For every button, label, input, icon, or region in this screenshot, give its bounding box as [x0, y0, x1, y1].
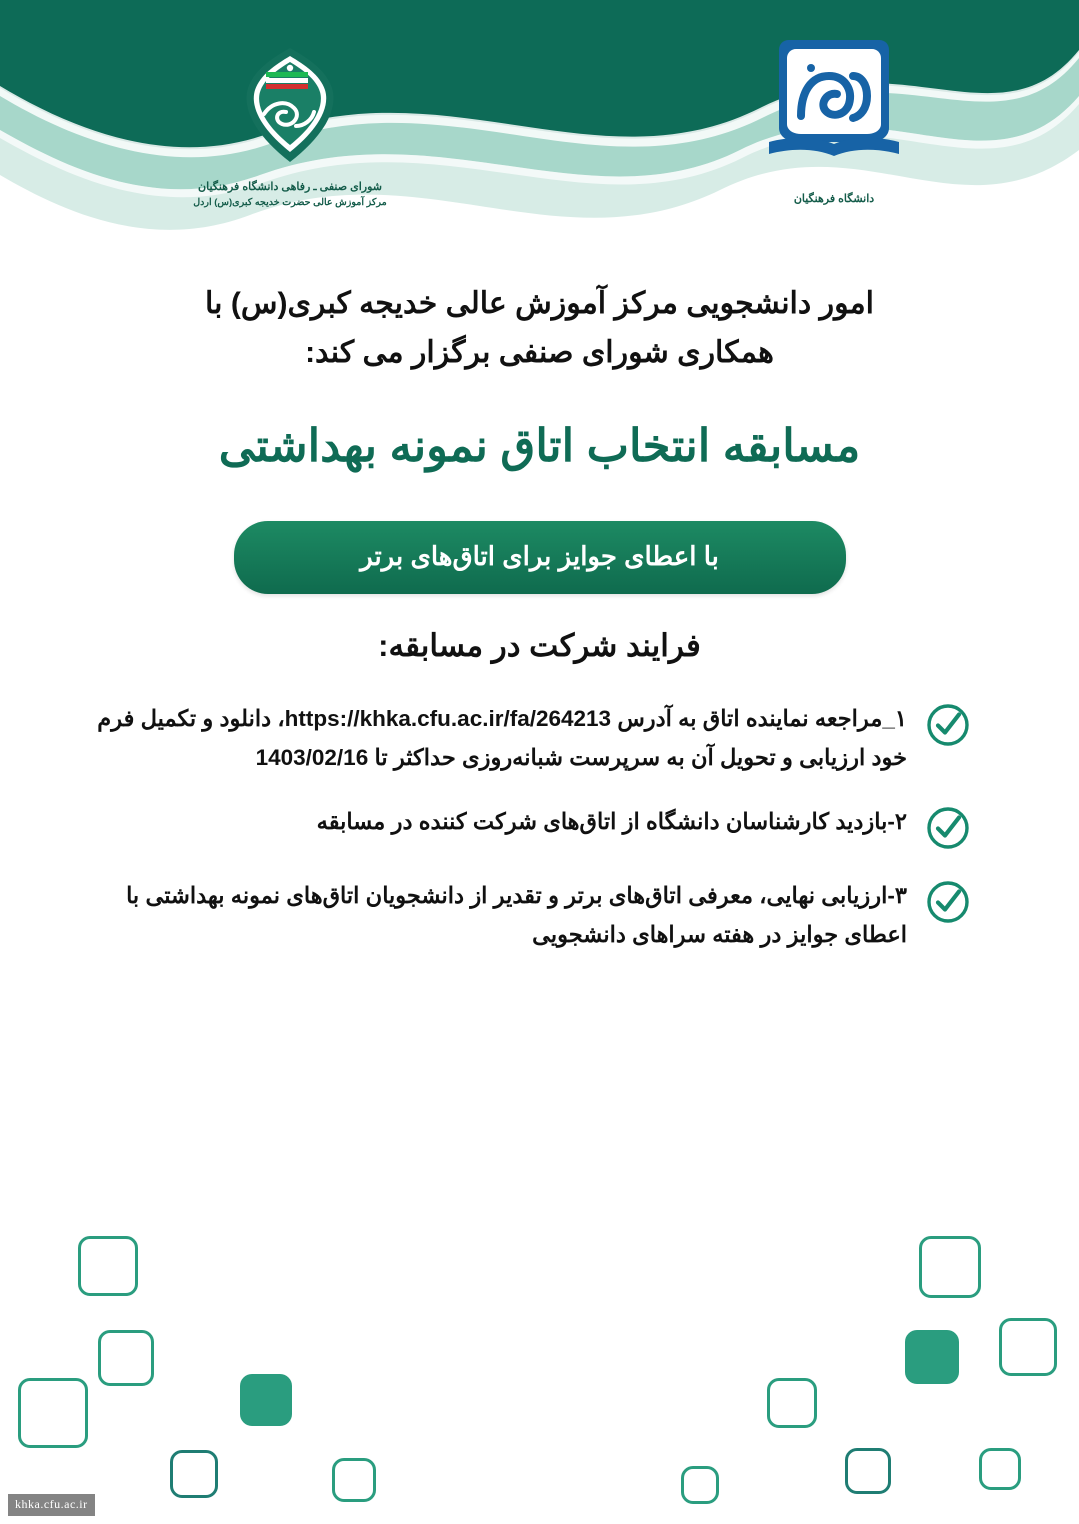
list-item [84, 877, 971, 954]
logo-right-caption: دانشگاه فرهنگیان [793, 193, 875, 205]
process-heading: فرایند شرکت در مسابقه: [378, 627, 701, 663]
step-1-text [84, 700, 907, 777]
list-item [84, 803, 971, 851]
logo-right-block [709, 32, 959, 208]
step-1-deadline-date: 1403/02/16 [255, 744, 369, 770]
deco-square [18, 1378, 88, 1448]
senfi-council-logo [230, 157, 350, 174]
prize-ribbon: با اعطای جوایز برای اتاق‌های برتر [234, 521, 846, 594]
step-1-part1: ۱_مراجعه نماینده اتاق به آدرس [611, 705, 907, 731]
check-circle-icon [925, 805, 971, 851]
steps-list [0, 700, 1079, 955]
logo-left-caption-line2: مرکز آموزش عالی حضرت خدیجه کبری(س) اردل [193, 197, 387, 209]
step-3-text: ۳-ارزیابی نهایی، معرفی اتاق‌های برتر و تقدیر از دانشجویان اتاق‌های نمونه بهداشتی با اعطای جوایز در هفته سراهای دانشجویی [126, 883, 907, 947]
intro-text: امور دانشجویی مرکز آموزش عالی خدیجه کبری(س) با همکاری شورای صنفی برگزار می کند: [205, 287, 874, 369]
check-circle-icon [925, 702, 971, 748]
check-circle-icon [925, 879, 971, 925]
step-2-text: ۲-بازدید کارشناسان دانشگاه از اتاق‌های شرکت کننده در مسابقه [316, 809, 907, 835]
deco-square-filled [905, 1330, 959, 1384]
deco-square [681, 1466, 719, 1504]
list-item [84, 700, 971, 777]
deco-square [999, 1318, 1057, 1376]
deco-square-filled [240, 1374, 292, 1426]
footer-decorative-squares [0, 1234, 1079, 1524]
logo-left-caption-line1: شورای صنفی ـ رفاهی دانشگاه فرهنگیان [198, 181, 382, 193]
watermark: khka.cfu.ac.ir [8, 1494, 95, 1516]
deco-square [767, 1378, 817, 1428]
deco-square [332, 1458, 376, 1502]
deco-square [979, 1448, 1021, 1490]
page-title: مسابقه انتخاب اتاق نمونه بهداشتی [218, 420, 861, 472]
deco-square [170, 1450, 218, 1498]
deco-square [845, 1448, 891, 1494]
deco-square [98, 1330, 154, 1386]
step-1-url[interactable]: https://khka.cfu.ac.ir/fa/264213 [284, 705, 612, 731]
ribbon-container [0, 521, 1079, 594]
logo-left-block [170, 42, 410, 211]
deco-square [78, 1236, 138, 1296]
deco-square [919, 1236, 981, 1298]
farhangian-university-logo [749, 169, 919, 186]
poster-body [0, 280, 1079, 981]
logo-left-caption [170, 179, 410, 211]
step-1-part2: ، دانلود و تکمیل فرم خود ارزیابی و تحویل آن به سرپرست شبانه‌روزی حداکثر تا [97, 705, 907, 770]
